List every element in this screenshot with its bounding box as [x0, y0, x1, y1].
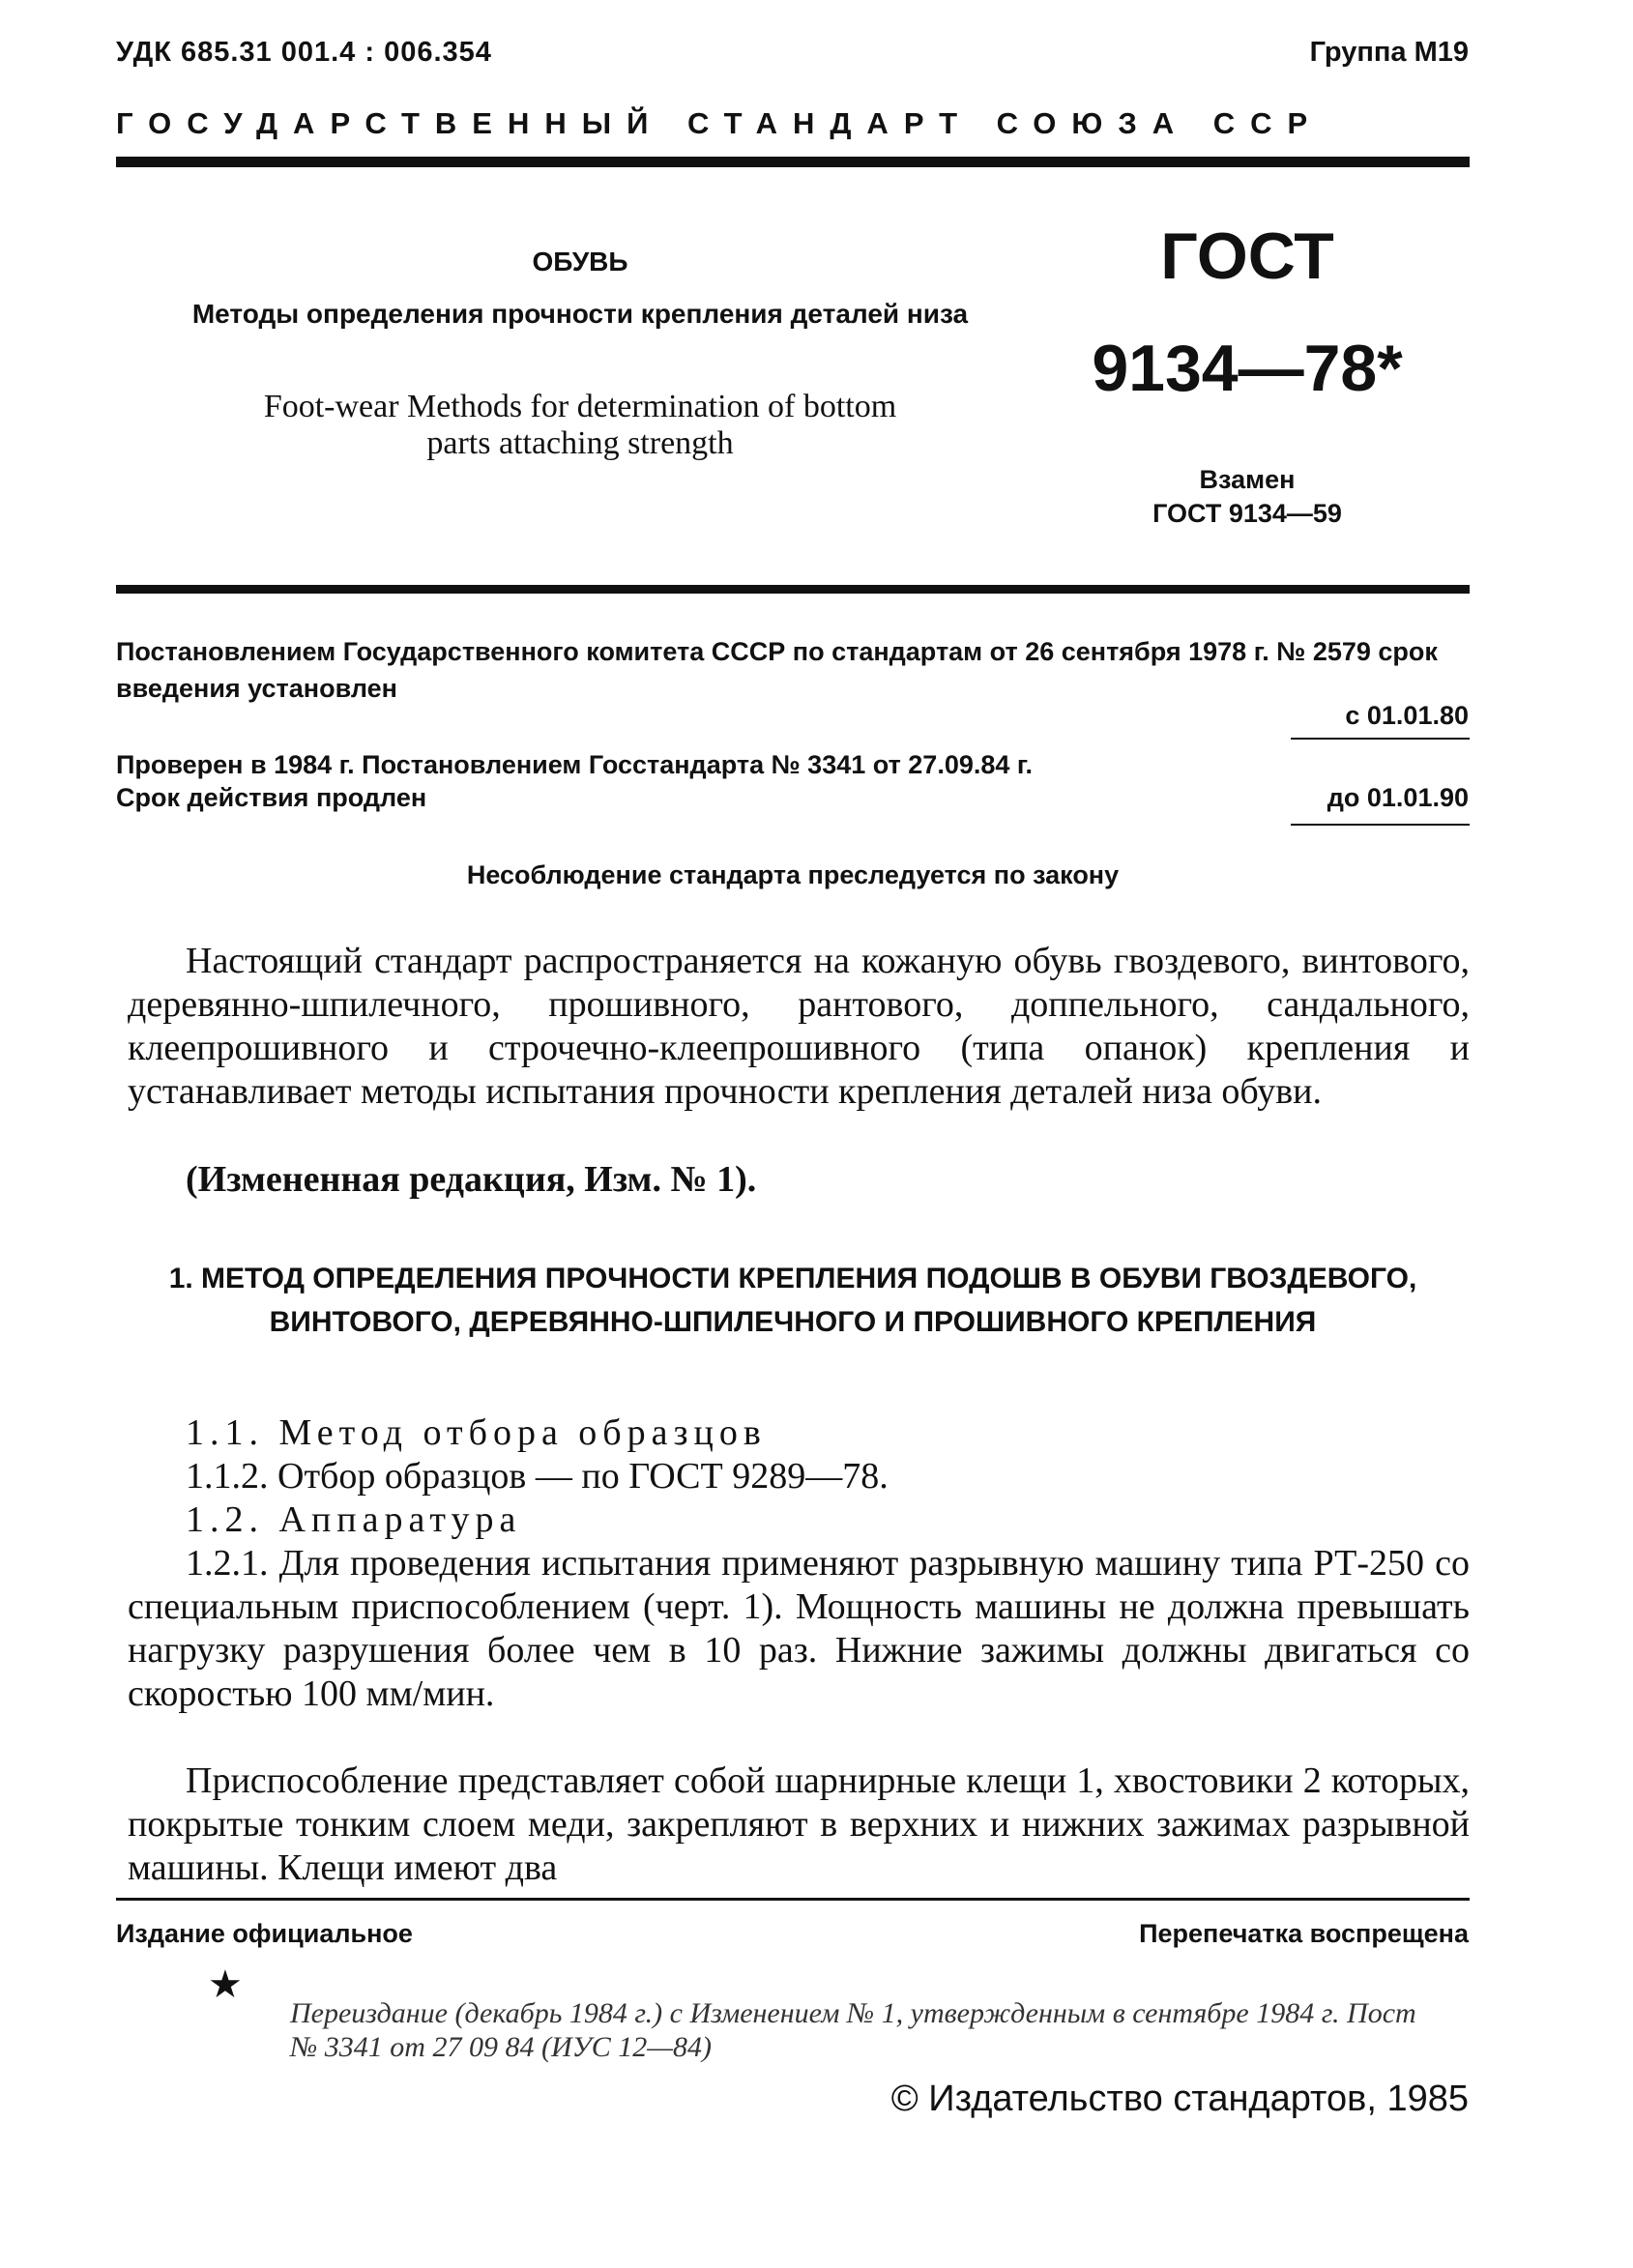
decree-date-rule [1291, 738, 1470, 740]
gost-number: 9134—78* [1092, 332, 1403, 405]
state-standard-banner: ГОСУДАРСТВЕННЫЙ СТАНДАРТ СОЮЗА ССР [116, 106, 1324, 140]
subtitle-english: Foot-wear Methods for determination of bottom parts attaching strength [263, 389, 897, 461]
subtitle-russian: Методы определения прочности крепления деталей низа [191, 299, 969, 329]
intro-paragraph: Настоящий стандарт распространяется на кожаную обувь гвоздевого, винтового, деревянно-шпилечного, прошивного, рантового, доппельного, сандального, клеепрошивного и строчечно-клеепрошивного (типа опанок) крепления и устанавливает методы испытания прочности крепления деталей низа обуви. [128, 941, 1470, 1112]
footer-rule [116, 1898, 1470, 1901]
official-edition: Издание официальное [116, 1919, 413, 1948]
item-1-2-1: 1.2.1. Для проведения испытания применяют разрывную машину типа РТ-250 со специальным приспособлением (черт. 1). Мощность машины не должна превышать нагрузку разрушения более чем в 10 раз. Нижние зажимы должны двигаться со скоростью 100 мм/мин. [128, 1543, 1470, 1714]
group-code: Группа М19 [1309, 37, 1469, 68]
replaces-standard: ГОСТ 9134—59 [1152, 499, 1342, 528]
top-rule [116, 157, 1470, 167]
item-1-1-2: 1.1.2. Отбор образцов — по ГОСТ 9289—78. [186, 1456, 889, 1497]
reissue-note: Переиздание (декабрь 1984 г.) с Изменением № 1, утвержденным в сентябре 1984 г. Пост № 3341 от 27 09 84 (ИУС 12—84) [290, 1997, 1416, 2063]
copyright-notice: © Издательство стандартов, 1985 [890, 2079, 1469, 2119]
extended-text: Срок действия продлен [116, 783, 427, 812]
star-icon: ★ [208, 1963, 243, 2007]
product-title: ОБУВЬ [532, 247, 628, 276]
extended-date-rule [1291, 824, 1470, 826]
section-1-title: 1. МЕТОД ОПРЕДЕЛЕНИЯ ПРОЧНОСТИ КРЕПЛЕНИЯ ПОДОШВ В ОБУВИ ГВОЗДЕВОГО, ВИНТОВОГО, ДЕРЕВЯННО-ШПИЛЕЧНОГО И ПРОШИВНОГО КРЕПЛЕНИЯ [168, 1263, 1417, 1338]
checked-text: Проверен в 1984 г. Постановлением Госстандарта № 3341 от 27.09.84 г. [116, 750, 1033, 779]
gost-block [1073, 218, 1421, 529]
item-1-2: 1.2. Аппаратура [186, 1499, 522, 1540]
extended-date: до 01.01.90 [1327, 783, 1469, 812]
item-1-1: 1.1. Метод отбора образцов [186, 1412, 767, 1453]
decree-text: Постановлением Государственного комитета СССР по стандартам от 26 сентября 1978 г. № 2579 срок введения установлен [116, 637, 1438, 703]
amendment-note: (Измененная редакция, Изм. № 1). [186, 1159, 757, 1200]
middle-rule [116, 585, 1470, 594]
decree-date: с 01.01.80 [1345, 701, 1469, 730]
replaces-label: Взамен [1199, 465, 1296, 494]
device-paragraph: Приспособление представляет собой шарнирные клещи 1, хвостовики 2 которых, покрытые тонким слоем меди, закрепляют в верхних и нижних зажимах разрывной машины. Клещи имеют два [128, 1760, 1470, 1888]
reprint-prohibited: Перепечатка воспрещена [1139, 1919, 1469, 1948]
gost-word: ГОСТ [1160, 219, 1334, 293]
noncompliance-notice: Несоблюдение стандарта преследуется по закону [466, 860, 1120, 889]
title-block [116, 247, 1044, 462]
udk-code: УДК 685.31 001.4 : 006.354 [116, 37, 492, 68]
